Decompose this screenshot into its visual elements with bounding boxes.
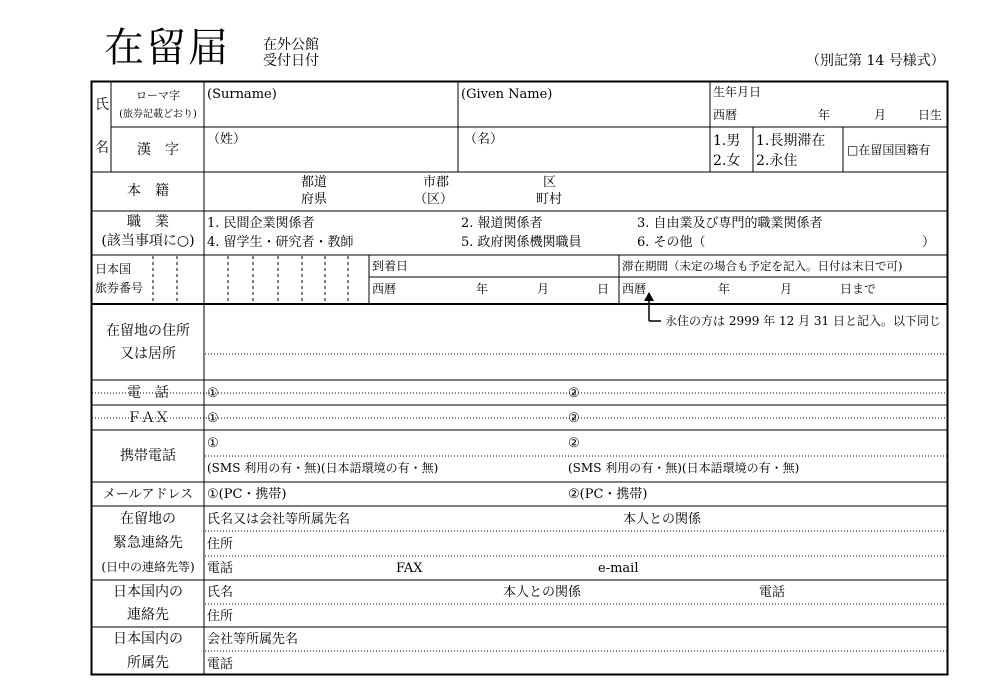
birth-era: 西暦 bbox=[713, 108, 738, 122]
occupation-option-4[interactable]: 4. 留学生・研究者・教師 bbox=[207, 235, 354, 250]
form-number: （別記第 14 号様式） bbox=[806, 53, 945, 69]
form-title: 在留届 bbox=[104, 25, 230, 71]
given-name-field[interactable]: (Given Name) bbox=[461, 87, 553, 102]
japan-affiliation-label-line2: 所属先 bbox=[127, 655, 169, 671]
romaji-note: (旅券記載どおり) bbox=[119, 109, 197, 120]
period-until: 日まで bbox=[840, 282, 877, 296]
sex-male[interactable]: 1.男 bbox=[713, 133, 741, 149]
arrival-year: 年 bbox=[476, 282, 489, 296]
permanent-note: 永住の方は 2999 年 12 月 31 日と記入。以下同じ bbox=[665, 314, 941, 328]
period-label: 滞在期間（未定の場合も予定を記入。日付は末日で可) bbox=[622, 259, 903, 273]
emergency-name[interactable]: 氏名又は会社等所属先名 bbox=[207, 512, 351, 527]
birth-month: 月 bbox=[874, 108, 887, 122]
occupation-option-6-close: ） bbox=[922, 235, 936, 250]
passport-label-line2: 旅券番号 bbox=[95, 281, 144, 295]
period-era: 西暦 bbox=[622, 282, 647, 296]
address-label-line1: 在留地の住所 bbox=[106, 323, 190, 339]
mobile-2-sms[interactable]: (SMS 利用の有・無)(日本語環境の有・無) bbox=[568, 461, 800, 475]
japan-contact-label-line2: 連絡先 bbox=[127, 607, 169, 623]
honseki-ku: 区 bbox=[543, 175, 557, 190]
email-label: メールアドレス bbox=[102, 487, 194, 502]
mobile-1[interactable]: ① bbox=[207, 436, 219, 451]
phone-2[interactable]: ② bbox=[568, 386, 580, 401]
sex-female[interactable]: 2.女 bbox=[713, 153, 741, 169]
emergency-label-line2: 緊急連絡先 bbox=[113, 535, 183, 551]
stay-long[interactable]: 1.長期滞在 bbox=[756, 133, 826, 149]
emergency-email[interactable]: e-mail bbox=[598, 561, 639, 576]
passport-label-line1: 日本国 bbox=[95, 262, 132, 276]
stamp-label-line2: 受付日付 bbox=[263, 53, 319, 69]
japan-affiliation-tel[interactable]: 電話 bbox=[207, 657, 234, 672]
honseki-ku-paren: （区） bbox=[414, 192, 454, 207]
fax-label: ＦＡＸ bbox=[127, 410, 169, 426]
emergency-address[interactable]: 住所 bbox=[207, 537, 234, 552]
emergency-label-line1: 在留地の bbox=[120, 511, 176, 527]
emergency-fax[interactable]: FAX bbox=[396, 561, 423, 576]
birth-label: 生年月日 bbox=[713, 85, 762, 99]
address-label-line2: 又は居所 bbox=[120, 346, 176, 362]
email-2[interactable]: ②(PC・携帯) bbox=[568, 487, 648, 502]
romaji-label: ローマ字 bbox=[136, 89, 180, 102]
occupation-option-2[interactable]: 2. 報道関係者 bbox=[461, 216, 543, 231]
arrival-month: 月 bbox=[537, 282, 550, 296]
occupation-option-1[interactable]: 1. 民間企業関係者 bbox=[207, 216, 315, 231]
honseki-shigun: 市郡 bbox=[423, 175, 450, 190]
honseki-todo: 都道 bbox=[301, 175, 328, 190]
arrival-era: 西暦 bbox=[372, 282, 397, 296]
honseki-label: 本 籍 bbox=[127, 183, 169, 199]
japan-contact-name[interactable]: 氏名 bbox=[207, 585, 234, 600]
japan-contact-tel[interactable]: 電話 bbox=[759, 585, 786, 600]
emergency-relation[interactable]: 本人との関係 bbox=[623, 512, 702, 527]
mei-field[interactable]: （名） bbox=[464, 132, 504, 147]
mobile-label: 携帯電話 bbox=[120, 448, 176, 464]
kanji-label: 漢 字 bbox=[137, 142, 179, 158]
name-label-mei: 名 bbox=[95, 140, 109, 156]
name-label-shi: 氏 bbox=[95, 97, 109, 113]
mobile-1-sms[interactable]: (SMS 利用の有・無)(日本語環境の有・無) bbox=[207, 461, 439, 475]
birth-year: 年 bbox=[818, 108, 831, 122]
birth-day: 日生 bbox=[918, 108, 943, 122]
sei-field[interactable]: （姓） bbox=[207, 132, 247, 147]
occupation-label: 職 業 bbox=[127, 214, 169, 230]
mobile-2[interactable]: ② bbox=[568, 436, 580, 451]
japan-contact-address[interactable]: 住所 bbox=[207, 609, 234, 624]
stay-permanent[interactable]: 2.永住 bbox=[756, 153, 798, 169]
emergency-label-line3: (日中の連絡先等) bbox=[101, 560, 195, 574]
japan-affiliation-company[interactable]: 会社等所属先名 bbox=[207, 632, 299, 647]
japan-affiliation-label-line1: 日本国内の bbox=[113, 631, 183, 647]
phone-label: 電 話 bbox=[127, 385, 169, 401]
emergency-tel[interactable]: 電話 bbox=[207, 561, 234, 576]
arrival-label: 到着日 bbox=[372, 259, 409, 273]
surname-field[interactable]: (Surname) bbox=[207, 87, 277, 102]
occupation-option-3[interactable]: 3. 自由業及び専門的職業関係者 bbox=[637, 216, 823, 231]
phone-1[interactable]: ① bbox=[207, 386, 219, 401]
occupation-option-5[interactable]: 5. 政府関係機関職員 bbox=[461, 235, 582, 250]
honseki-fuken: 府県 bbox=[301, 192, 328, 207]
occupation-note: (該当事項に○) bbox=[101, 233, 195, 249]
japan-contact-label-line1: 日本国内の bbox=[113, 584, 183, 600]
fax-2[interactable]: ② bbox=[568, 411, 580, 426]
japan-contact-relation[interactable]: 本人との関係 bbox=[503, 585, 582, 600]
period-month: 月 bbox=[780, 282, 793, 296]
occupation-option-6[interactable]: 6. その他（ bbox=[637, 235, 706, 250]
email-1[interactable]: ①(PC・携帯) bbox=[207, 487, 287, 502]
fax-1[interactable]: ① bbox=[207, 411, 219, 426]
honseki-chouson: 町村 bbox=[536, 192, 563, 207]
stamp-label-line1: 在外公館 bbox=[263, 37, 319, 53]
nationality-checkbox[interactable]: □在留国国籍有 bbox=[847, 143, 931, 157]
arrival-day: 日 bbox=[597, 282, 610, 296]
period-year: 年 bbox=[718, 282, 731, 296]
